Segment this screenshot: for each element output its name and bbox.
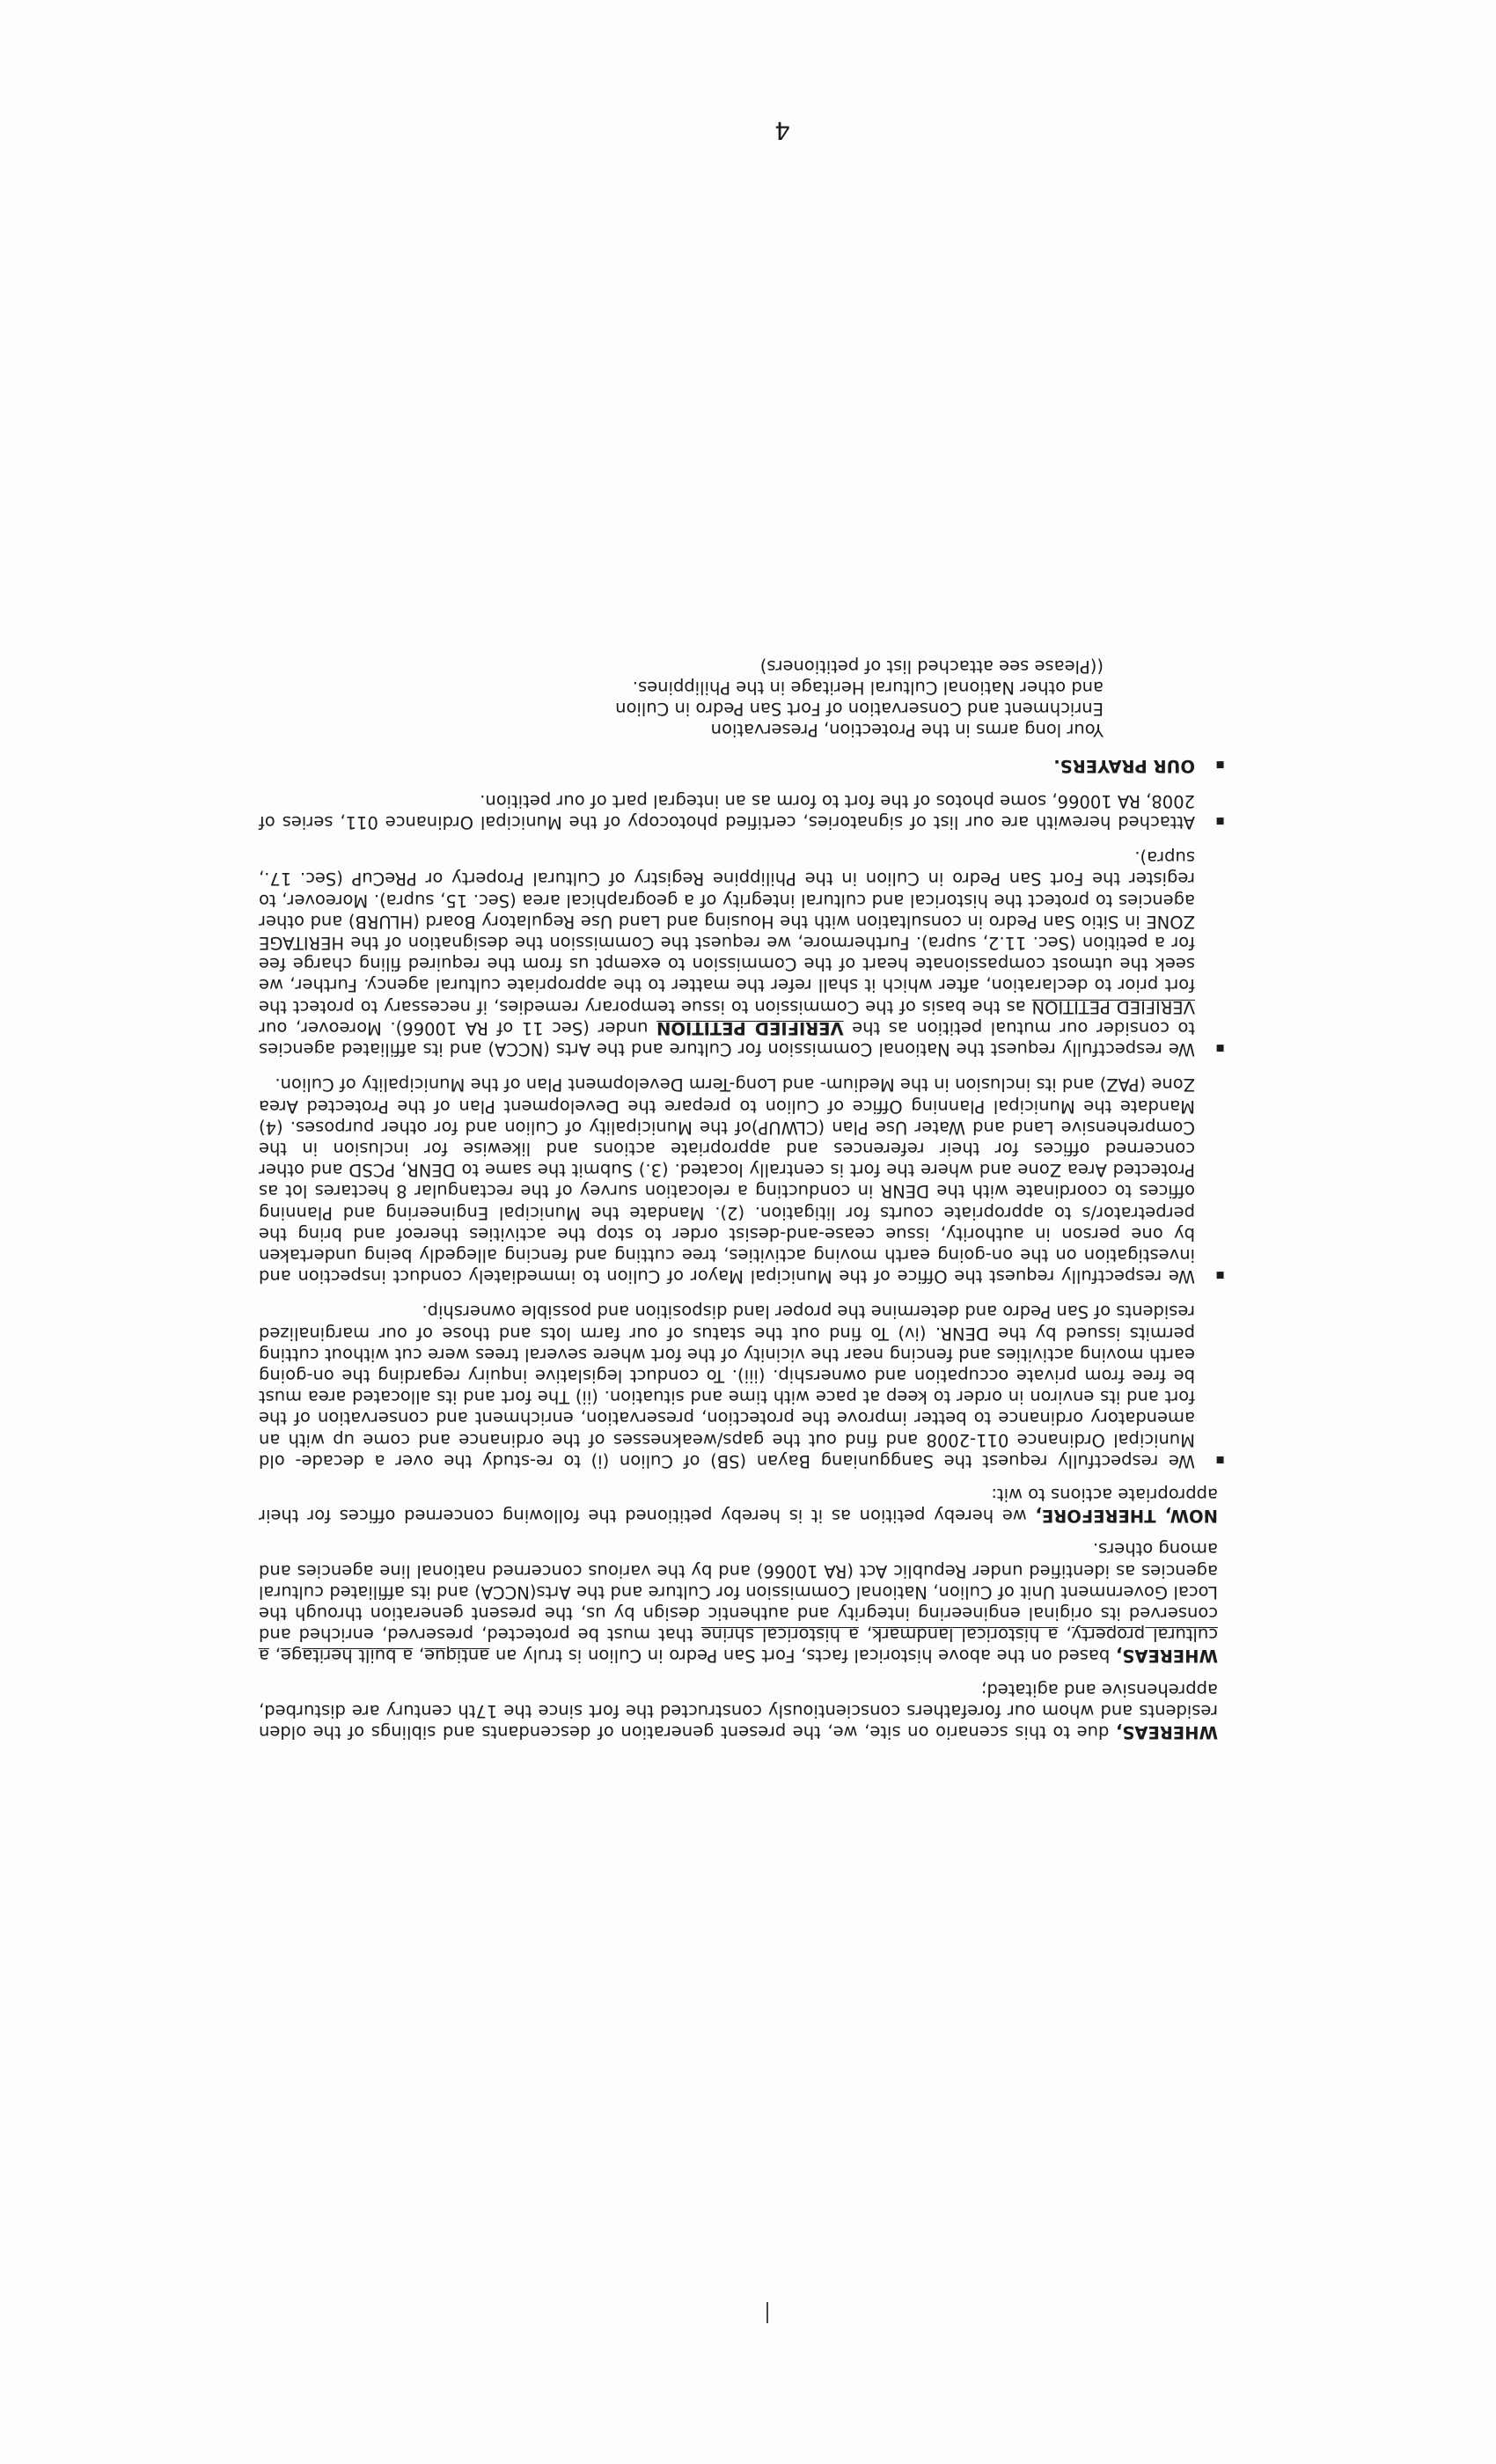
closing-line: Enrichment and Conservation of Fort San Pedro in Culion — [615, 699, 1104, 720]
whereas-text: , — [858, 1624, 873, 1646]
underlined-term: a historical landmark — [872, 1624, 1059, 1646]
whereas-text: , — [413, 1646, 425, 1667]
underlined-term: antique — [424, 1646, 490, 1667]
petition-requests-list — [259, 754, 1218, 1470]
whereas-text: due to this scenario on site, we, the present generation of descendants and siblings of the olden residents and whom our forefathers conscientiously constructed the fort since the 17th century are disturbed, apprehensive and agitated; — [259, 1679, 1218, 1742]
closing-block — [259, 656, 1104, 740]
whereas-paragraph-1 — [259, 1678, 1218, 1742]
scan-edge-mark — [766, 2302, 768, 2323]
petition-body — [259, 656, 1218, 1742]
whereas-lead: WHEREAS, — [1115, 1722, 1218, 1742]
whereas-text: that must be protected, preserved, enriched and conserved its original engineering integrity and authentic design by us, the present generation through the Local Government Unit of Culion, National Commission for Culture and the Arts(NCCA) and its affiliated cultural agencies as identified under Republic Act (RA 10066) and by the various concerned national line agencies and among others. — [259, 1539, 1218, 1646]
whereas-text: based on the above historical facts, Fort San Pedro in Culion is truly an — [489, 1646, 1116, 1667]
prayers-heading: OUR PRAYERS. — [1053, 755, 1195, 776]
request-municipal-mayor — [259, 1074, 1218, 1287]
now-therefore-paragraph — [259, 1484, 1218, 1526]
request-ncca — [259, 847, 1218, 1060]
request-sangguniang-bayan — [259, 1301, 1218, 1471]
request-text: We respectfully request the Sangguniang Bayan (SB) of Culion (i) to re-study the over a decade- old Municipal Ordinance 011-2008 and find out the gaps/weaknesses of the ordinance and come up with an amendatory ordinance to better improve the protection, preservation, enrichment and conservation of the fort and its environ in order to keep at pace with time and situation. (ii) The fort and its allocated area must be free from private occupation and ownership. (iii). To conduct legislative inquiry regarding the on-going earth moving activities and fencing near the vicinity of the fort where several trees were cut without cutting permits issued by the DENR. (iv) To find out the status of our farm lots and those of our marginalized residents of San Pedro and determine the proper land disposition and possible ownership. — [259, 1302, 1195, 1471]
attachments-text: Attached herewith are our list of signatories, certified photocopy of the Municipal Ordinance 011, series of 2008, RA 10066, some photos of the fort to form as an integral part of our petition. — [259, 790, 1195, 833]
page-number: 4 — [774, 116, 790, 145]
prayers-item — [259, 754, 1218, 775]
request-text: We respectfully request the National Commission for Culture and the Arts (NCCA) and its affiliated agencies to consider our mutual petition as the — [259, 1017, 1195, 1060]
verified-petition-term: VERIFIED PETITION — [656, 1017, 844, 1038]
whereas-text: , — [1058, 1624, 1072, 1646]
closing-line: and other National Cultural Heritage in the Philippines. — [632, 678, 1104, 699]
request-text: We respectfully request the Office of the Municipal Mayor of Culion to immediately conduct inspection and investigation on the on-going earth moving activities, tree cutting and fencing allegedly being undertaken by one person in authority, issue cease-and-desist order to stop the activities thereof and bring the perpetrator/s to appropriate courts for litigation. (2). Mandate the Municipal Engineering and Planning offices to coordinate with the DENR in conducting a relocation survey of the rectangular 8 hectares lot as Protected Area Zone and where the fort is centrally located. (3.) Submit the same to DENR, PCSD and other concerned offices for their references and appropriate actions and likewise for inclusion in the Comprehensive Land and Water Use Plan (CLWUP)of the Municipality of Culion and for other purposes. (4) Mandate the Municipal Planning Office of Culion to prepare the Development Plan of the Protected Area Zone (PAZ) and its inclusion in the Medium- and Long-Term Development Plan of the Municipality of Culion. — [259, 1074, 1195, 1287]
whereas-text: , — [268, 1646, 281, 1667]
closing-line: ((Please see attached list of petitioners) — [759, 656, 1104, 678]
now-therefore-lead: NOW, THEREFORE, — [1035, 1506, 1218, 1527]
now-therefore-text: we hereby petition as it is hereby petitioned the following concerned offices for their appropriate actions to wit: — [259, 1484, 1218, 1527]
verified-petition-term: VERIFIED PETITION — [1031, 996, 1195, 1017]
underlined-term: a built heritage — [280, 1646, 414, 1667]
underlined-term: a cultural property — [258, 1624, 1218, 1667]
request-text: as the basis of the Commission to issue temporary remedies, if necessary to protect the fort prior to declaration, after which it shall refer the matter to the appropriate cultural agency. Further, we seek the utmost compassionate heart of the Commission to exempt us from the required filing charge fee for a petition (Sec. 11.2, supra). Furthermore, we request the Commission the designation of the HERITAGE ZONE in Sitio San Pedro in consultation with the Housing and Land Use Regulatory Board (HLURB) and other agencies to protect the historical and cultural integrity of a geographical area (Sec. 15, supra). Moreover, to register the Fort San Pedro in Culion in the Philippine Registry of Cultural Property or PReCuP (Sec. 17., supra). — [259, 847, 1195, 1017]
attachments-note — [259, 790, 1218, 832]
request-text: under (Sec 11 of RA 10066). Moreover, our — [259, 1017, 657, 1038]
whereas-paragraph-2 — [259, 1538, 1218, 1666]
closing-line: Your long arms in the Protection, Preservation — [710, 720, 1104, 741]
whereas-lead: WHEREAS, — [1115, 1646, 1218, 1667]
underlined-term: a historical shrine — [700, 1624, 859, 1646]
